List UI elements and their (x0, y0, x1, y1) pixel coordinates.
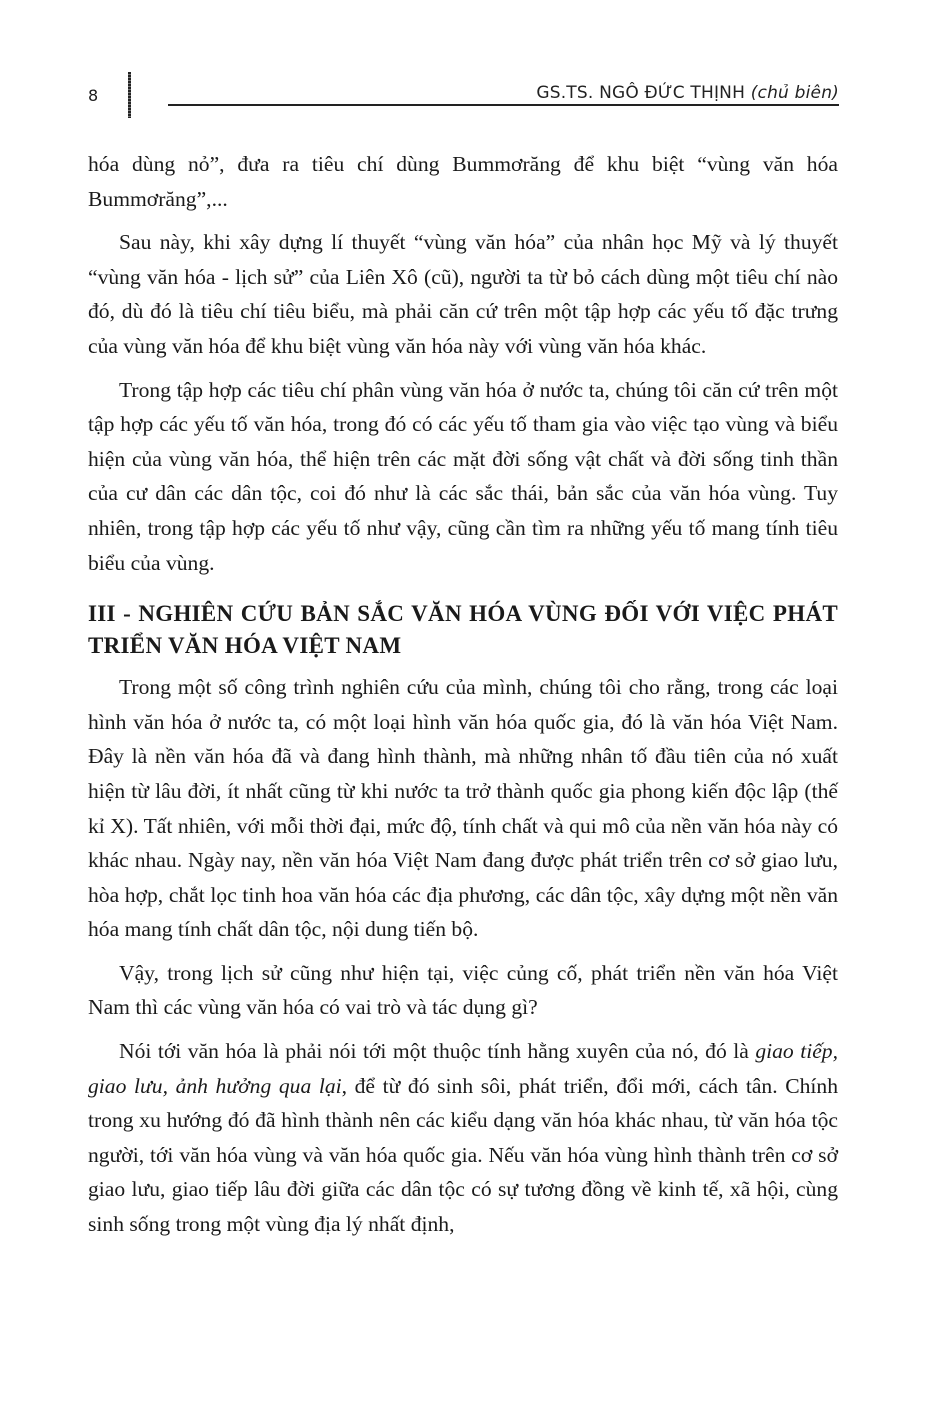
text-run: Nói tới văn hóa là phải nói tới một thuộc tính hằng xuyên của nó, đó là (119, 1039, 756, 1064)
paragraph: Sau này, khi xây dựng lí thuyết “vùng văn hóa” của nhân học Mỹ và lý thuyết “vùng văn hóa - lịch sử” của Liên Xô (cũ), người ta từ bỏ cách dùng một tiêu chí nào đó, dù đó là tiêu chí tiêu biểu, mà phải căn cứ trên một tập hợp các yếu tố đặc trưng của vùng văn hóa để khu biệt vùng văn hóa này với vùng văn hóa khác. (88, 230, 838, 358)
author-role: (chủ biên) (750, 83, 839, 103)
section-heading: III - NGHIÊN CỨU BẢN SẮC VĂN HÓA VÙNG ĐỐI VỚI VIỆC PHÁT TRIỂN VĂN HÓA VIỆT NAM (88, 601, 838, 659)
page-number: 8 (88, 86, 99, 105)
author-name: GS.TS. NGÔ ĐỨC THỊNH (536, 83, 746, 103)
header-divider (128, 72, 131, 118)
italic-text: giao tiếp, giao lưu, ảnh hưởng qua lại (88, 1039, 838, 1098)
paragraph: Trong một số công trình nghiên cứu của mình, chúng tôi cho rằng, trong các loại hình văn hóa ở nước ta, có một loại hình văn hóa quốc gia, đó là văn hóa Việt Nam. Đây là nền văn hóa đã và đang hình thành, mà những nhân tố đầu tiên của nó xuất hiện từ lâu đời, ít nhất cũng từ khi nước ta trở thành quốc gia phong kiến độc lập (thế kỉ X). Tất nhiên, với mỗi thời đại, mức độ, tính chất và qui mô của nền văn hóa này có khác nhau. Ngày nay, nền văn hóa Việt Nam đang được phát triển trên cơ sở giao lưu, hòa hợp, chắt lọc tinh hoa văn hóa các địa phương, các dân tộc, xây dựng một nền văn hóa mang tính chất dân tộc, nội dung tiến bộ. (88, 675, 838, 942)
header-rule (168, 104, 839, 106)
paragraph (88, 1034, 838, 1242)
paragraph: hóa dùng nỏ”, đưa ra tiêu chí dùng Bummơrăng để khu biệt “vùng văn hóa Bummơrăng”,... (88, 152, 838, 211)
paragraph: Vậy, trong lịch sử cũng như hiện tại, việc củng cố, phát triển nền văn hóa Việt Nam thì các vùng văn hóa có vai trò và tác dụng gì? (88, 960, 838, 1020)
running-header (536, 83, 839, 103)
text-run: , để từ đó sinh sôi, phát triển, đổi mới, cách tân. Chính trong xu hướng đó đã hình thành nên các kiểu dạng văn hóa khác nhau, từ văn hóa tộc người, tới văn hóa vùng và văn hóa quốc gia. Nếu văn hóa vùng hình thành trên cơ sở giao lưu, giao tiếp lâu đời giữa các dân tộc có sự tương đồng về kinh tế, xã hội, cùng sinh sống trong một vùng địa lý nhất định, (88, 1073, 838, 1237)
paragraph: Trong tập hợp các tiêu chí phân vùng văn hóa ở nước ta, chúng tôi căn cứ trên một tập hợp các yếu tố văn hóa, trong đó có các yếu tố tham gia vào việc tạo vùng và biểu hiện của vùng văn hóa, thể hiện trên các mặt đời sống vật chất và đời sống tinh thần của cư dân các dân tộc, coi đó như là các sắc thái, bản sắc của văn hóa vùng. Tuy nhiên, trong tập hợp các yếu tố như vậy, cũng cần tìm ra những yếu tố mang tính tiêu biểu của vùng. (88, 377, 838, 575)
page-body (88, 147, 838, 1251)
